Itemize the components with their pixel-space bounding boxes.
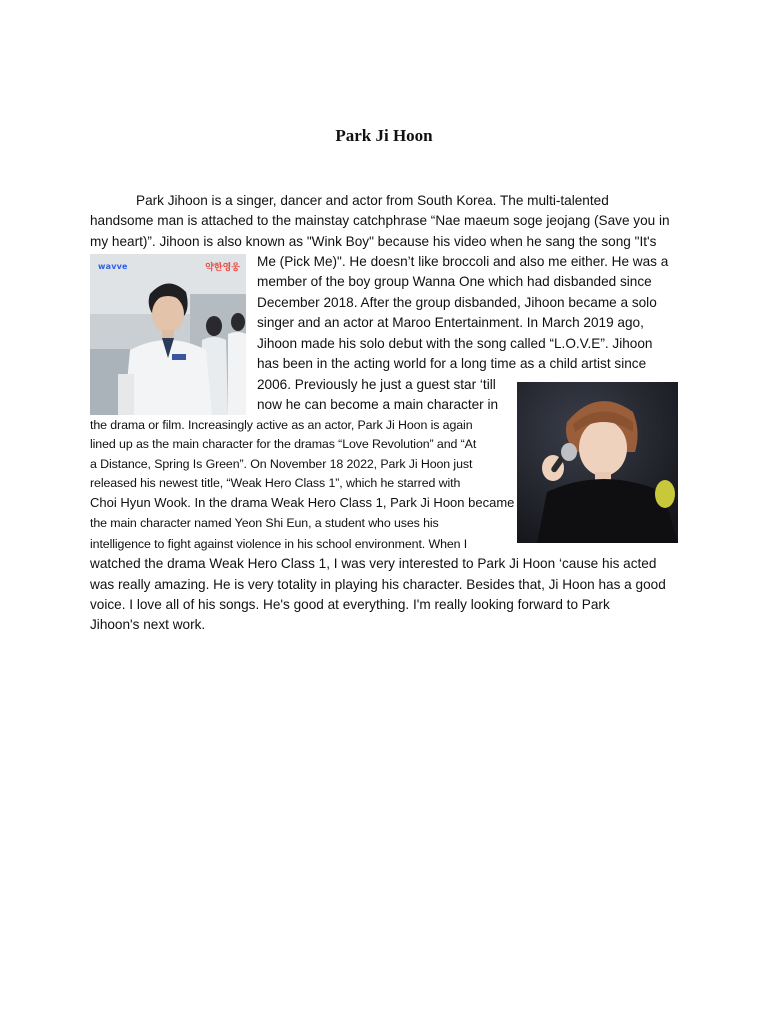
paragraph-line: singer and an actor at Maroo Entertainment. In March 2019 ago, [257,315,644,330]
paragraph-line: Park Jihoon is a singer, dancer and actor from South Korea. The multi-talented [136,193,609,208]
paragraph-line: has been in the acting world for a long time as a child artist since [257,356,647,371]
paragraph-line: member of the boy group Wanna One which had disbanded since [257,274,652,289]
concert-photo-illustration [517,382,678,543]
drama-still-illustration [90,254,246,415]
concert-photo-image [517,382,678,543]
paragraph-line: Me (Pick Me)". He doesn’t like broccoli and also me either. He was a [257,254,669,269]
paragraph-line: Choi Hyun Wook. In the drama Weak Hero Class 1, Park Ji Hoon became [90,495,515,510]
paragraph-line: watched the drama Weak Hero Class 1, I was very interested to Park Ji Hoon ‘cause his acted [90,556,657,571]
paragraph-line: the main character named Yeon Shi Eun, a student who uses his [90,516,439,530]
drama-still-image [90,254,246,415]
paragraph-line: my heart)”. Jihoon is also known as "Wink Boy" because his video when he sang the song "It's [90,234,657,249]
paragraph-line: now he can become a main character in [257,397,499,412]
paragraph-line: Jihoon made his solo debut with the song called “L.O.V.E”. Jihoon [257,336,653,351]
paragraph-line: released his newest title, “Weak Hero Class 1”, which he starred with [90,476,461,490]
paragraph-line: a Distance, Spring Is Green”. On November 18 2022, Park Ji Hoon just [90,457,473,471]
drama-title-badge: 약한영웅 [205,263,240,273]
paragraph-line: Jihoon's next work. [90,617,206,632]
paragraph-line: handsome man is attached to the mainstay catchphrase “Nae maeum soge jeojang (Save you in [90,213,670,228]
wavve-logo: wavve [98,262,128,271]
paragraph-line: the drama or film. Increasingly active as an actor, Park Ji Hoon is again [90,418,473,432]
paragraph-line: 2006. Previously he just a guest star ‘till [257,377,496,392]
paragraph-line: voice. I love all of his songs. He's good at everything. I'm really looking forward to Park [90,597,610,612]
paragraph-line: was really amazing. He is very totality in playing his character. Besides that, Ji Hoon has a good [90,577,666,592]
paragraph-line: lined up as the main character for the dramas “Love Revolution” and “At [90,437,477,451]
document-title: Park Ji Hoon [335,126,433,145]
paragraph-line: intelligence to fight against violence in his school environment. When I [90,537,468,551]
paragraph-line: December 2018. After the group disbanded, Jihoon became a solo [257,295,657,310]
